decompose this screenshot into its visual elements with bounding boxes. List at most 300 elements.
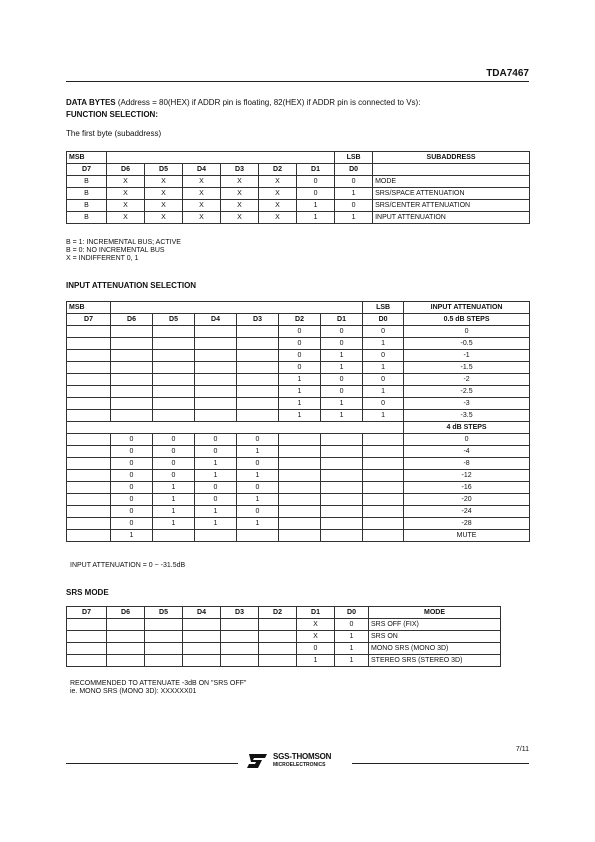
table-cell: D3 (221, 607, 259, 619)
table-cell: MODE (373, 176, 530, 188)
table-cell: D7 (67, 164, 107, 176)
table-row (67, 530, 530, 542)
table-cell (67, 655, 107, 667)
table-cell (107, 655, 145, 667)
table-cell: B (67, 176, 107, 188)
data-bytes-line (66, 98, 420, 107)
table-cell: X (183, 188, 221, 200)
table-cell: D4 (195, 314, 237, 326)
table-cell: 1 (237, 518, 279, 530)
input-attenuation-heading: INPUT ATTENUATION SELECTION (66, 281, 197, 290)
table-cell: 0 (404, 434, 530, 446)
table-cell: X (145, 212, 183, 224)
table-cell (111, 374, 153, 386)
table-cell: 1 (153, 482, 195, 494)
table-cell: 1 (237, 494, 279, 506)
table-cell (321, 530, 363, 542)
table-cell (221, 631, 259, 643)
table-cell (195, 398, 237, 410)
table-cell (153, 386, 195, 398)
table-cell: 1 (237, 470, 279, 482)
table-cell: D0 (335, 164, 373, 176)
table-cell (279, 506, 321, 518)
table-cell (363, 434, 404, 446)
table-cell (237, 374, 279, 386)
table-cell (237, 398, 279, 410)
table-cell: 0 (237, 482, 279, 494)
table-cell: X (221, 200, 259, 212)
table-cell: LSB (335, 152, 373, 164)
table-cell (153, 398, 195, 410)
table-cell (195, 410, 237, 422)
table-cell: -0.5 (404, 338, 530, 350)
srs-notes (70, 680, 246, 696)
footer-rule-left (66, 763, 238, 764)
table-cell: D3 (221, 164, 259, 176)
table-cell (67, 338, 111, 350)
table-cell: 0 (335, 200, 373, 212)
table-cell: 0 (111, 446, 153, 458)
table-header-row (67, 314, 530, 326)
table-cell: -1.5 (404, 362, 530, 374)
table-cell: 0 (321, 374, 363, 386)
table-header-row (67, 164, 530, 176)
table-cell: MONO SRS (MONO 3D) (369, 643, 501, 655)
table-cell: SUBADDRESS (373, 152, 530, 164)
page-number: 7/11 (515, 746, 529, 753)
table-cell (279, 434, 321, 446)
table-cell: 0 (111, 518, 153, 530)
table-row (67, 446, 530, 458)
table-cell: 0 (279, 362, 321, 374)
table-cell (107, 631, 145, 643)
input-attenuation-range-note: INPUT ATTENUATION = 0 ~ -31.5dB (70, 562, 186, 569)
table-cell: D5 (145, 607, 183, 619)
table-cell: 0 (363, 326, 404, 338)
table-cell (279, 458, 321, 470)
table-row (67, 518, 530, 530)
table-cell: -8 (404, 458, 530, 470)
table-cell (153, 362, 195, 374)
table-cell: -28 (404, 518, 530, 530)
table-cell (67, 530, 111, 542)
table-cell: 0 (195, 494, 237, 506)
table-cell: B (67, 188, 107, 200)
srs-mode-heading: SRS MODE (66, 588, 109, 597)
table-cell: 1 (297, 212, 335, 224)
table-cell: X (221, 188, 259, 200)
table-cell: B (67, 212, 107, 224)
table-row (67, 326, 530, 338)
table-row (67, 655, 501, 667)
table-cell (153, 530, 195, 542)
table-subheader-row (67, 422, 530, 434)
table-cell (237, 386, 279, 398)
table-cell (195, 530, 237, 542)
table-row (67, 200, 530, 212)
table-cell: X (107, 188, 145, 200)
table-cell: 1 (321, 362, 363, 374)
table-cell (67, 398, 111, 410)
table-cell: 0 (279, 350, 321, 362)
table-cell: STEREO SRS (STEREO 3D) (369, 655, 501, 667)
table-cell (67, 631, 107, 643)
table-cell (107, 619, 145, 631)
note-line: B = 0: NO INCREMENTAL BUS (66, 247, 165, 254)
table-cell (195, 350, 237, 362)
table-cell (195, 338, 237, 350)
table-header-row (67, 152, 530, 164)
table-cell: 1 (153, 518, 195, 530)
table-cell: 1 (279, 398, 321, 410)
table-cell: 1 (335, 631, 369, 643)
table-cell: 1 (335, 188, 373, 200)
table-cell: 1 (335, 212, 373, 224)
table-cell (321, 518, 363, 530)
table-cell: 0 (153, 434, 195, 446)
table-cell: X (107, 200, 145, 212)
table-cell (321, 506, 363, 518)
table-cell (67, 470, 111, 482)
table-cell (153, 350, 195, 362)
table-cell: D1 (297, 607, 335, 619)
srs-mode-table (66, 606, 501, 667)
table-header-row (67, 607, 501, 619)
table-row (67, 176, 530, 188)
table-cell (221, 655, 259, 667)
table-cell (221, 643, 259, 655)
table-cell: X (183, 212, 221, 224)
table-cell: 0 (335, 176, 373, 188)
table-cell: -4 (404, 446, 530, 458)
table-cell (67, 422, 404, 434)
table-cell (259, 619, 297, 631)
table-cell: 0 (111, 434, 153, 446)
table-cell: D5 (145, 164, 183, 176)
table-cell (183, 619, 221, 631)
function-selection-table (66, 151, 530, 224)
table-cell: SRS/SPACE ATTENUATION (373, 188, 530, 200)
table-row (67, 212, 530, 224)
table-cell: SRS OFF (FIX) (369, 619, 501, 631)
table-cell (321, 458, 363, 470)
table-cell: 0 (321, 386, 363, 398)
table-cell: 0 (321, 338, 363, 350)
table-cell: D7 (67, 314, 111, 326)
table-cell: 1 (335, 643, 369, 655)
table-cell: 0 (237, 434, 279, 446)
table-cell: 0 (111, 458, 153, 470)
table-row (67, 482, 530, 494)
table-cell: 0 (363, 350, 404, 362)
table-cell: -2 (404, 374, 530, 386)
input-attenuation-table (66, 301, 530, 542)
table-cell: D0 (335, 607, 369, 619)
table-cell: X (259, 200, 297, 212)
table-cell (279, 446, 321, 458)
table-cell: D3 (237, 314, 279, 326)
table-cell (237, 326, 279, 338)
table-cell: 1 (363, 338, 404, 350)
table-cell (67, 374, 111, 386)
table-cell (111, 350, 153, 362)
table-row (67, 398, 530, 410)
logo-company-subtitle: MICROELECTRONICS (273, 762, 326, 768)
header-rule (66, 81, 529, 82)
table-cell (237, 530, 279, 542)
st-logo-icon (245, 752, 269, 770)
table-row (67, 494, 530, 506)
table-row (67, 470, 530, 482)
data-bytes-label: DATA BYTES (66, 98, 116, 107)
table-cell: MSB (67, 302, 111, 314)
table-cell: 1 (363, 362, 404, 374)
table-cell (321, 446, 363, 458)
table-cell (259, 655, 297, 667)
table-cell: 0 (363, 374, 404, 386)
table-cell (145, 631, 183, 643)
table-cell (67, 494, 111, 506)
table-cell: X (221, 212, 259, 224)
table-cell (67, 518, 111, 530)
table-cell: MODE (369, 607, 501, 619)
table-cell (111, 338, 153, 350)
table-cell (145, 655, 183, 667)
table-cell: -12 (404, 470, 530, 482)
table-cell (111, 410, 153, 422)
table-cell: 0 (111, 494, 153, 506)
table-cell: 1 (195, 518, 237, 530)
table-cell: 1 (335, 655, 369, 667)
table-cell (67, 434, 111, 446)
table-cell (373, 164, 530, 176)
function-notes (66, 239, 181, 263)
table-cell: 0 (335, 619, 369, 631)
table-cell: 4 dB STEPS (404, 422, 530, 434)
table-cell (279, 494, 321, 506)
table-cell (195, 362, 237, 374)
table-cell (67, 362, 111, 374)
table-cell: D2 (259, 607, 297, 619)
table-cell: -16 (404, 482, 530, 494)
data-bytes-address-text: (Address = 80(HEX) if ADDR pin is floating, 82(HEX) if ADDR pin is connected to Vs): (115, 98, 421, 107)
table-row (67, 643, 501, 655)
table-cell (183, 643, 221, 655)
table-cell (111, 362, 153, 374)
table-row (67, 338, 530, 350)
table-cell: D4 (183, 164, 221, 176)
table-cell: 0 (195, 446, 237, 458)
table-cell: X (259, 176, 297, 188)
note-line: ie. MONO SRS (MONO 3D): XXXXXX01 (70, 688, 197, 695)
table-cell: 1 (363, 410, 404, 422)
document-header-title: TDA7467 (486, 68, 529, 79)
table-cell: -2.5 (404, 386, 530, 398)
table-cell: X (145, 200, 183, 212)
table-row (67, 434, 530, 446)
table-row (67, 188, 530, 200)
note-line: RECOMMENDED TO ATTENUATE -3dB ON "SRS OFF" (70, 680, 247, 687)
table-cell: D2 (259, 164, 297, 176)
table-cell (363, 494, 404, 506)
logo-company-name: SGS-THOMSON (273, 752, 332, 761)
table-cell (111, 398, 153, 410)
table-row (67, 458, 530, 470)
table-cell: 0 (111, 482, 153, 494)
table-cell: X (221, 176, 259, 188)
table-cell: 1 (279, 374, 321, 386)
table-cell: 1 (321, 398, 363, 410)
table-cell: 1 (237, 446, 279, 458)
table-cell: 1 (363, 386, 404, 398)
table-cell (67, 619, 107, 631)
table-row (67, 410, 530, 422)
table-cell (153, 374, 195, 386)
table-cell (363, 470, 404, 482)
table-cell: 0 (297, 188, 335, 200)
table-header-row (67, 302, 530, 314)
table-cell (363, 518, 404, 530)
table-cell: LSB (363, 302, 404, 314)
table-cell: D1 (297, 164, 335, 176)
table-cell (259, 643, 297, 655)
table-cell: INPUT ATTENUATION (404, 302, 530, 314)
table-cell (67, 643, 107, 655)
table-cell (145, 643, 183, 655)
table-cell: X (297, 619, 335, 631)
table-cell (67, 482, 111, 494)
table-cell: D5 (153, 314, 195, 326)
table-cell: -3.5 (404, 410, 530, 422)
table-cell: 1 (195, 506, 237, 518)
table-cell: X (297, 631, 335, 643)
table-cell (237, 350, 279, 362)
first-byte-caption: The first byte (subaddress) (66, 129, 162, 138)
table-cell: D0 (363, 314, 404, 326)
table-cell: 0 (153, 470, 195, 482)
table-cell (107, 152, 335, 164)
table-cell: D1 (321, 314, 363, 326)
table-cell (183, 631, 221, 643)
table-cell (67, 350, 111, 362)
table-cell: 1 (279, 386, 321, 398)
table-cell: 1 (111, 530, 153, 542)
table-cell: X (107, 176, 145, 188)
table-cell: -24 (404, 506, 530, 518)
table-cell: X (183, 176, 221, 188)
table-row (67, 374, 530, 386)
table-cell: 0 (195, 434, 237, 446)
table-cell (237, 410, 279, 422)
table-cell (363, 482, 404, 494)
table-cell: 1 (195, 470, 237, 482)
table-cell: -3 (404, 398, 530, 410)
table-cell: 1 (153, 494, 195, 506)
table-cell (111, 302, 363, 314)
table-cell: 1 (279, 410, 321, 422)
table-cell (363, 530, 404, 542)
table-cell (221, 619, 259, 631)
table-row (67, 386, 530, 398)
table-cell: 0 (297, 643, 335, 655)
table-cell: 1 (195, 458, 237, 470)
table-cell (67, 458, 111, 470)
table-cell: X (259, 212, 297, 224)
table-cell: 0 (111, 506, 153, 518)
table-cell: 0 (279, 326, 321, 338)
table-cell (237, 338, 279, 350)
table-cell: 1 (321, 410, 363, 422)
table-cell (67, 386, 111, 398)
table-cell: SRS ON (369, 631, 501, 643)
table-cell (237, 362, 279, 374)
table-cell (195, 386, 237, 398)
table-row (67, 619, 501, 631)
table-cell: 1 (297, 655, 335, 667)
function-selection-heading: FUNCTION SELECTION: (66, 110, 158, 119)
table-row (67, 631, 501, 643)
table-cell: X (145, 188, 183, 200)
table-cell: B (67, 200, 107, 212)
table-cell: 0 (195, 482, 237, 494)
table-cell: 0 (279, 338, 321, 350)
table-cell: MUTE (404, 530, 530, 542)
table-cell: 0.5 dB STEPS (404, 314, 530, 326)
table-cell: D6 (107, 164, 145, 176)
table-cell: 0 (321, 326, 363, 338)
table-row (67, 362, 530, 374)
table-cell (145, 619, 183, 631)
table-cell: 0 (237, 506, 279, 518)
table-cell (67, 446, 111, 458)
table-cell (67, 326, 111, 338)
table-cell: 0 (404, 326, 530, 338)
table-cell (67, 506, 111, 518)
table-cell: X (145, 176, 183, 188)
table-cell (107, 643, 145, 655)
table-cell (153, 326, 195, 338)
table-cell: 0 (153, 446, 195, 458)
table-cell (279, 518, 321, 530)
footer-rule-right (352, 763, 529, 764)
table-cell: 1 (153, 506, 195, 518)
table-cell: SRS/CENTER ATTENUATION (373, 200, 530, 212)
table-cell: D6 (107, 607, 145, 619)
table-cell (279, 530, 321, 542)
table-cell (363, 506, 404, 518)
table-cell: 0 (111, 470, 153, 482)
table-cell (153, 410, 195, 422)
table-cell: X (259, 188, 297, 200)
table-cell: D4 (183, 607, 221, 619)
table-cell: 1 (321, 350, 363, 362)
table-row (67, 506, 530, 518)
table-cell (111, 386, 153, 398)
table-cell: 0 (153, 458, 195, 470)
table-cell (321, 470, 363, 482)
table-cell: -1 (404, 350, 530, 362)
table-cell (195, 326, 237, 338)
table-cell: -20 (404, 494, 530, 506)
table-cell (153, 338, 195, 350)
note-line: X = INDIFFERENT 0, 1 (66, 255, 139, 262)
table-row (67, 350, 530, 362)
note-line: B = 1: INCREMENTAL BUS; ACTIVE (66, 239, 181, 246)
table-cell: 0 (297, 176, 335, 188)
table-cell: D2 (279, 314, 321, 326)
table-cell (111, 326, 153, 338)
table-cell (279, 482, 321, 494)
